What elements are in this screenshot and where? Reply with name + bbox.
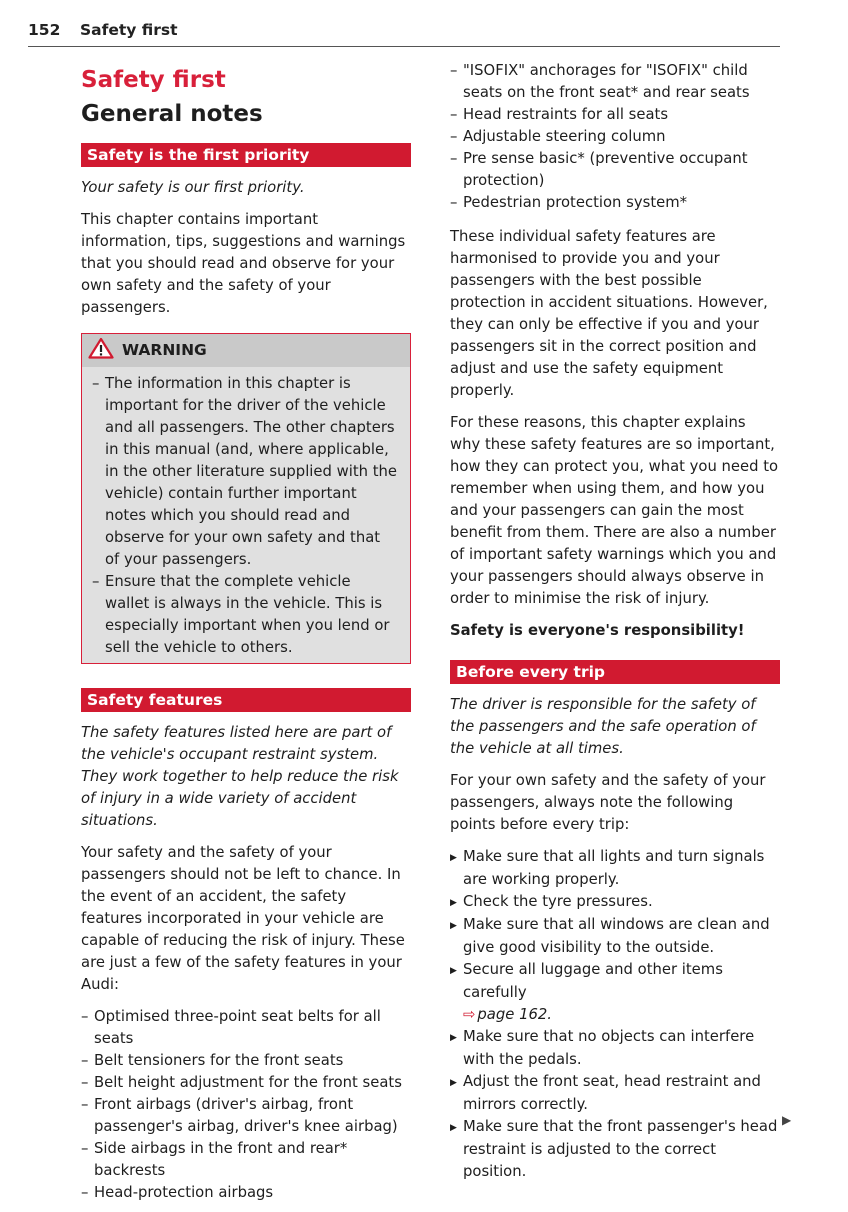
triangle-bullet-icon: ▶ [450,921,457,931]
continue-arrow-icon: ▶ [782,1113,792,1127]
list-item: – Belt height adjustment for the front seats [81,1074,402,1091]
arrow-reference-icon: ⇨ [463,1006,476,1023]
triangle-bullet-icon: ▶ [450,853,457,863]
list-item: – Front airbags (driver's airbag, front passenger's airbag, driver's knee airbag) [81,1096,398,1135]
warning-label: WARNING [122,341,207,359]
trip-checklist [450,846,780,1183]
list-item: – Pre sense basic* (preventive occupant protection) [450,150,748,189]
triangle-bullet-icon: ▶ [450,966,457,976]
checklist-item: ▶ Check the tyre pressures. [450,891,780,914]
features-body: Your safety and the safety of your passengers should not be left to chance. In the event of an accident, the safety features incorporated in your vehicle are capable of reducing the risk of injury. These are just a few of the safety features in your Audi: [81,844,405,993]
left-column [81,60,411,1212]
trip-body: For your own safety and the safety of your passengers, always note the following points before every trip: [450,772,766,833]
checklist-item: ▶ Make sure that all lights and turn signals are working properly. [450,848,765,888]
checklist-item: ▶ Adjust the front seat, head restraint and mirrors correctly. [450,1073,761,1113]
checklist-item: ▶ Make sure that no objects can interfere with the pedals. [450,1028,755,1068]
warning-header [82,334,410,367]
trip-heading: Before every trip [450,660,780,684]
list-item: – Belt tensioners for the front seats [81,1052,344,1069]
list-item: – Head restraints for all seats [450,106,669,123]
harmonised-paragraph: These individual safety features are harmonised to provide you and your passengers with the best possible protection in accident situations. However, they can only be effective if you and your passengers sit in the correct position and adjust and use the safety equipment properly. [450,228,768,399]
right-column [450,60,780,1191]
priority-intro: Your safety is our first priority. [81,179,305,196]
features-heading: Safety features [81,688,411,712]
triangle-bullet-icon: ▶ [450,1033,457,1043]
page-reference-link[interactable]: page 162. [477,1006,553,1023]
list-item: – "ISOFIX" anchorages for "ISOFIX" child seats on the front seat* and rear seats [450,62,750,101]
list-item: – Adjustable steering column [450,128,666,145]
checklist-item: ▶ Secure all luggage and other items carefully ⇨ page 162. [450,961,723,1023]
features-list [81,1006,411,1204]
running-section-title: Safety first [80,21,178,39]
triangle-bullet-icon: ▶ [450,1123,457,1133]
checklist-item: ▶ Make sure that the front passenger's head restraint is adjusted to the correct position. [450,1118,778,1180]
chapter-title: Safety first [81,67,226,93]
priority-body: This chapter contains important information, tips, suggestions and warnings that you should read and observe for your own safety and the safety of your passengers. [81,211,406,316]
warning-item: – Ensure that the complete vehicle wallet is always in the vehicle. This is especially important when you lend or sell the vehicle to others. [92,573,390,656]
list-item: – Optimised three-point seat belts for all seats [81,1008,381,1047]
page-number: 152 [28,21,61,39]
list-item: – Head-protection airbags [81,1184,274,1201]
page-header [28,20,780,47]
warning-list [82,367,410,659]
list-item: – Pedestrian protection system* [450,194,688,211]
features-list-continued [450,60,780,214]
responsibility-statement: Safety is everyone's responsibility! [450,622,745,639]
warning-item: – The information in this chapter is important for the driver of the vehicle and all passengers. The other chapters in this manual (and, where applicable, in the other literature supplied with the vehicle) contain further important notes which you should read and observe for your own safety and that of your passengers. [92,375,397,568]
priority-heading: Safety is the first priority [81,143,411,167]
reasons-paragraph: For these reasons, this chapter explains why these safety features are so important, how they can protect you, what you need to remember when using them, and how you and your passengers can gain the most benefit from them. There are also a number of important safety warnings which you and your passengers should always observe in order to minimise the risk of injury. [450,414,779,607]
warning-box [81,333,411,664]
list-item: – Side airbags in the front and rear* backrests [81,1140,348,1179]
checklist-item: ▶ Make sure that all windows are clean and give good visibility to the outside. [450,916,770,956]
features-intro: The safety features listed here are part of the vehicle's occupant restraint system. They work together to help reduce the risk of injury in a wide variety of accident situations. [81,724,399,829]
triangle-bullet-icon: ▶ [450,898,457,908]
trip-intro: The driver is responsible for the safety of the passengers and the safe operation of the vehicle at all times. [450,696,756,757]
warning-triangle-icon [88,337,114,371]
triangle-bullet-icon: ▶ [450,1078,457,1088]
section-title: General notes [81,101,263,127]
